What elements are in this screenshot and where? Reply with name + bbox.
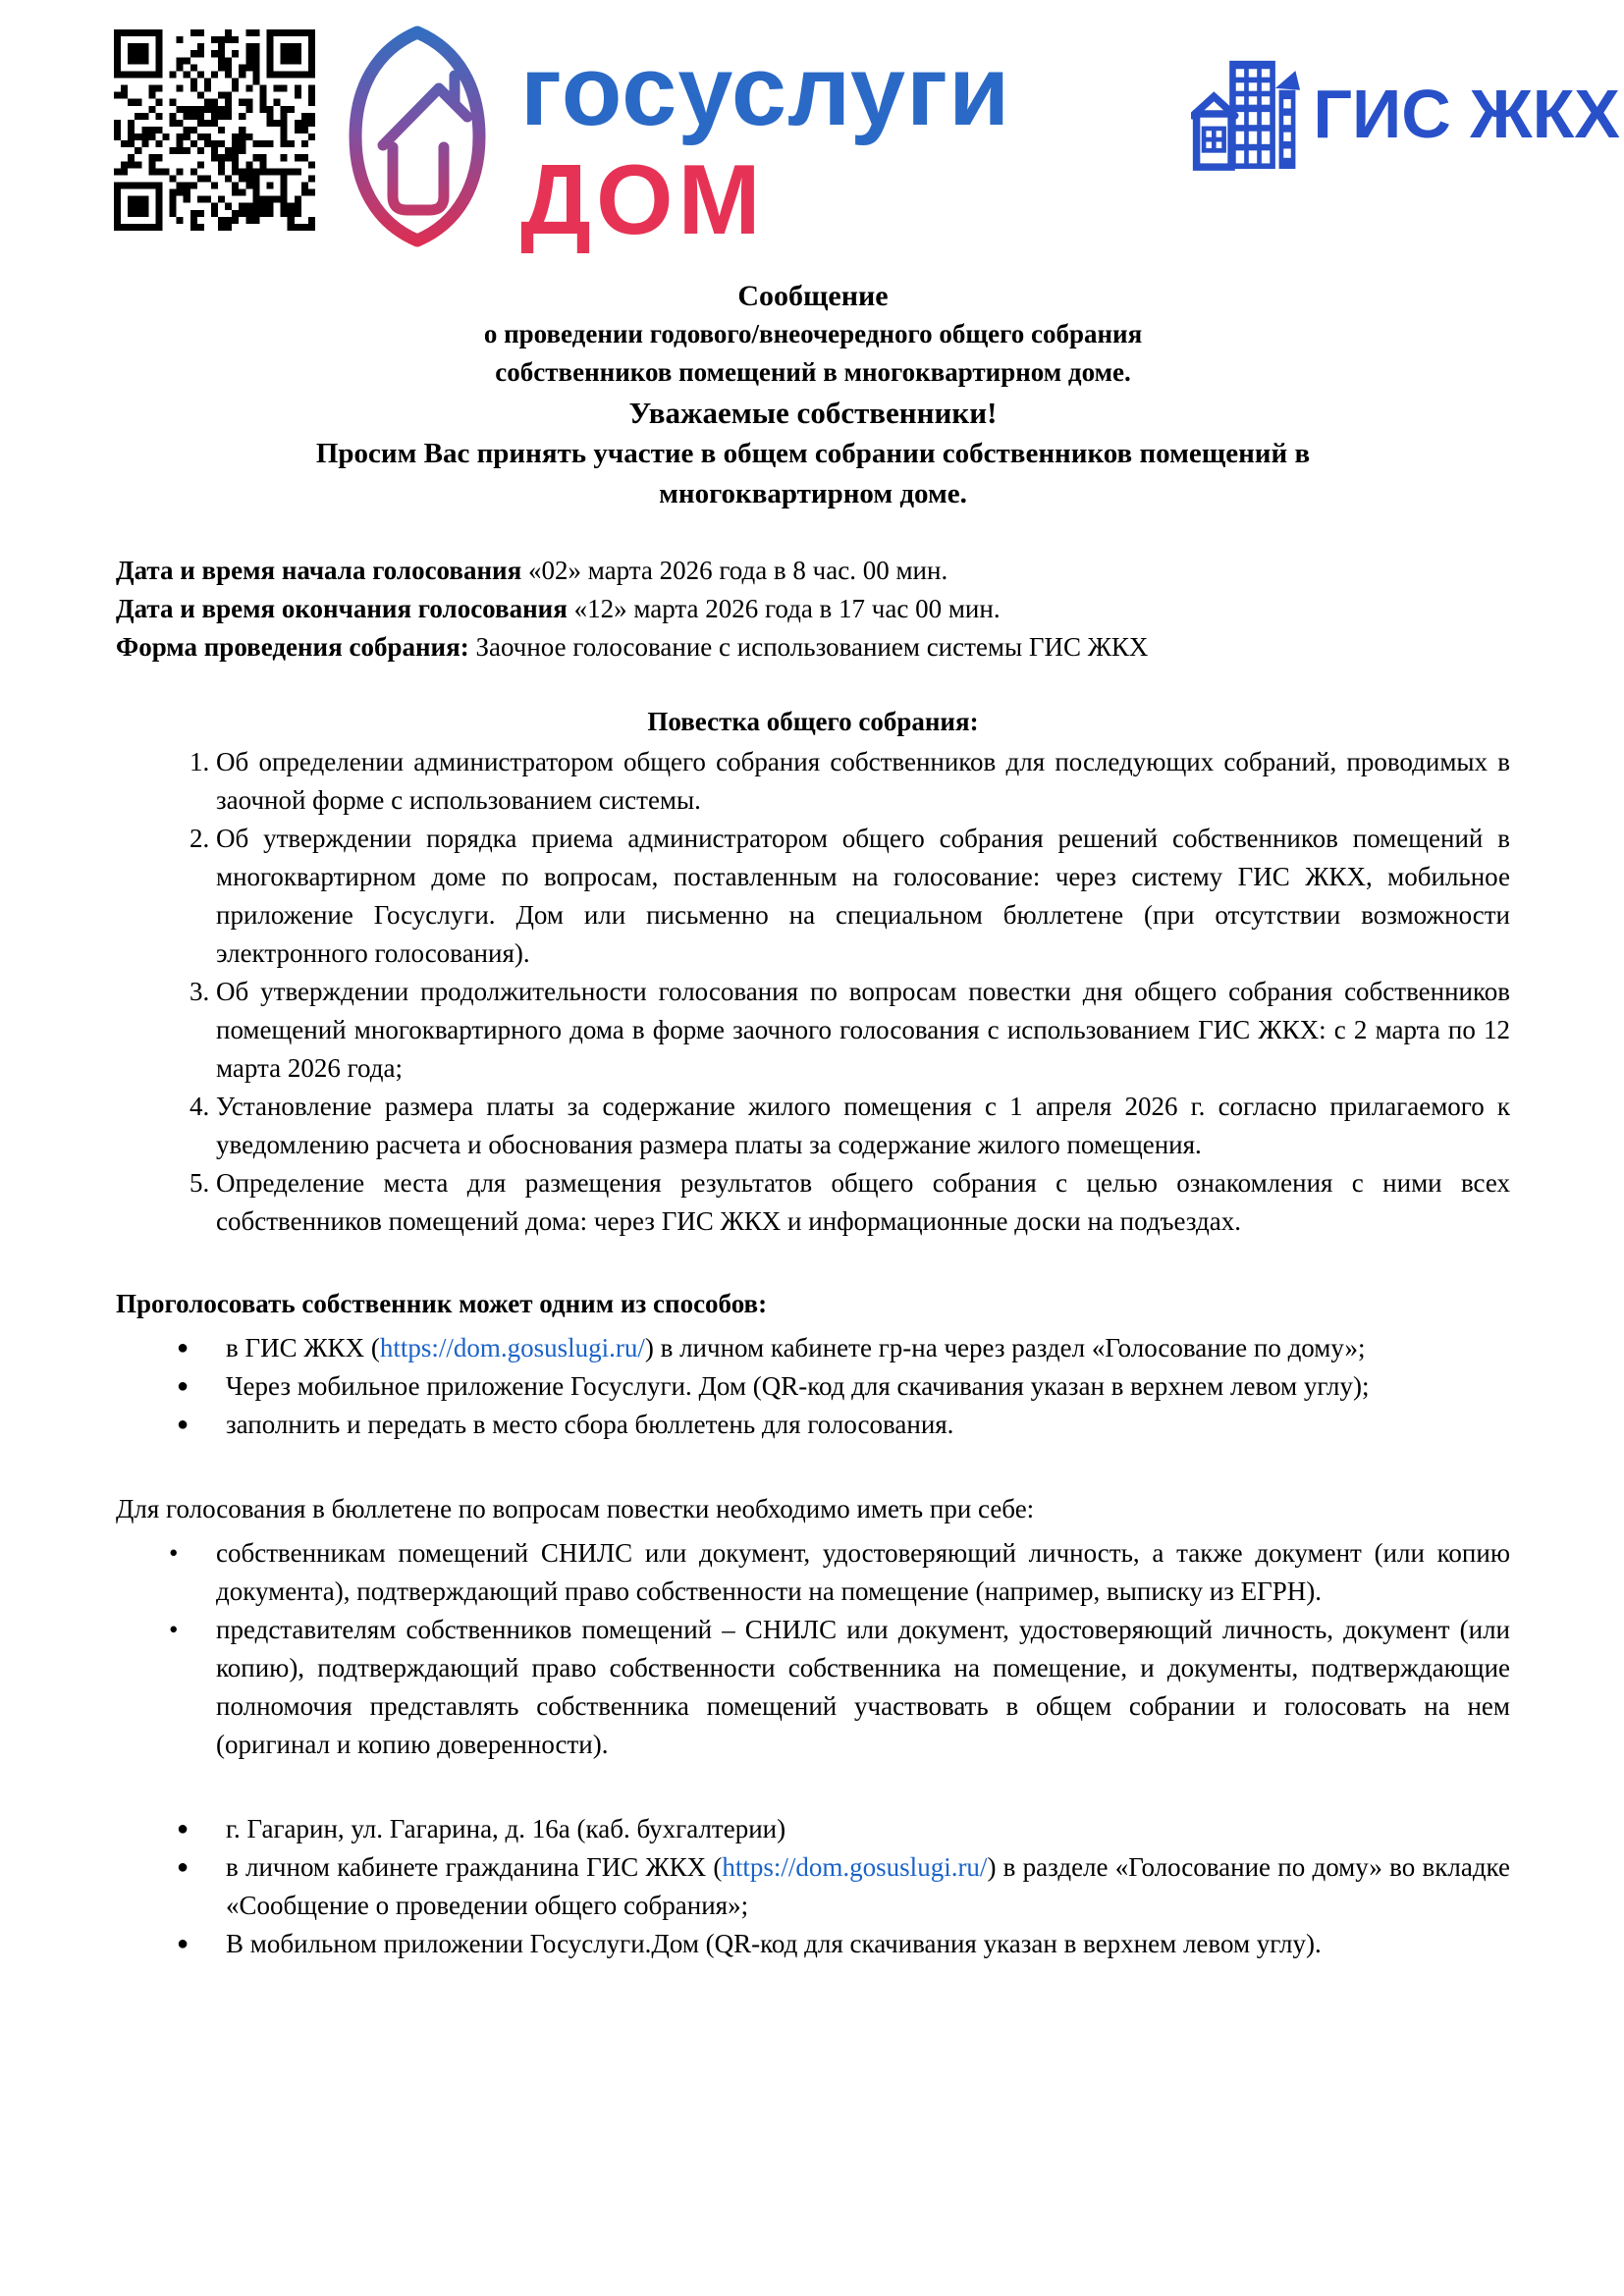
item-text: Через мобильное приложение Госуслуги. Дом (QR-код для скачивания указан в верхнем левом углу);: [226, 1371, 1370, 1401]
agenda-item: 4. Установление размера платы за содержание жилого помещения с 1 апреля 2026 г. согласно прилагаемого к уведомлению расчета и обоснования размера платы за содержание жилого помещения.: [216, 1088, 1510, 1164]
title-subline-1: о проведении годового/внеочередного общего собрания: [483, 319, 1143, 348]
locations-list: [116, 1810, 1510, 1963]
item-text: заполнить и передать в место сбора бюллетень для голосования.: [226, 1410, 954, 1439]
title-subline-2: собственников помещений в многоквартирном доме.: [495, 357, 1131, 387]
vote-end-line: [116, 590, 1510, 628]
requirement-item: • представителям собственников помещений – СНИЛС или документ, удостоверяющий личность, документ (или копию), подтверждающий право собственности собственника на помещение, и документы, подтверждающие полномочия представлять собственника помещений участвовать в общем собрании и голосовать на нем (оригинал и копию доверенности).: [116, 1611, 1510, 1764]
agenda-item: 5. Определение места для размещения результатов общего собрания с целью ознакомления с ними всех собственников помещений дома: через ГИС ЖКХ и информационные доски на подъездах.: [216, 1164, 1510, 1241]
agenda-heading: Повестка общего собрания:: [647, 707, 979, 736]
voting-meta: [116, 552, 1510, 667]
item-text: в личном кабинете гражданина ГИС ЖКХ (: [226, 1852, 723, 1882]
meeting-form-label: Форма проведения собрания:: [116, 632, 469, 662]
location-item: [116, 1810, 1510, 1848]
house-lens-icon: [344, 26, 491, 249]
location-item: [116, 1925, 1510, 1963]
vote-methods-list: [116, 1329, 1510, 1444]
item-text: в ГИС ЖКХ (: [226, 1333, 380, 1362]
vote-start-label: Дата и время начала голосования: [116, 556, 522, 585]
item-text: г. Гагарин, ул. Гагарина, д. 16а (каб. бухгалтерии): [226, 1814, 786, 1843]
gis-zhkh-text: ГИС ЖКХ: [1313, 75, 1620, 152]
gis-zhkh-logo: [1191, 57, 1620, 171]
meeting-form-line: [116, 628, 1510, 667]
title-block: [116, 277, 1510, 514]
item-text: ) в личном кабинете гр-на через раздел «Голосование по дому»;: [644, 1333, 1366, 1362]
location-item: [116, 1848, 1510, 1925]
item-text: В мобильном приложении Госуслуги.Дом (QR-код для скачивания указан в верхнем левом углу).: [226, 1929, 1322, 1958]
item-text: ) в разделе «Голосование по дому» во вкладке «Сообщение о проведении общего собрания»;: [226, 1852, 1510, 1920]
ballot-requirements-section: [116, 1490, 1510, 1764]
agenda-item: 1. Об определении администратором общего собрания собственников для последующих собраний, проводимых в заочной форме с использованием системы.: [216, 743, 1510, 820]
agenda-section: [116, 703, 1510, 1241]
dom-text: ДОМ: [520, 145, 766, 255]
agenda-item: 2. Об утверждении порядка приема администратором общего собрания решений собственников помещений в многоквартирном доме по вопросам, поставленным на голосование: через систему ГИС ЖКХ, мобильное приложение Госуслуги. Дом или письменно на специальном бюллетене (при отсутствии возможности электронного голосования).: [216, 820, 1510, 973]
requirement-item: • собственникам помещений СНИЛС или документ, удостоверяющий личность, а также документ (или копию документа), подтверждающий право собственности на помещение (например, выписку из ЕГРН).: [116, 1534, 1510, 1611]
agenda-item: 3. Об утверждении продолжительности голосования по вопросам повестки дня общего собрания собственников помещений многоквартирного дома в форме заочного голосования с использованием ГИС ЖКХ: с 2 марта по 12 марта 2026 года;: [216, 973, 1510, 1088]
ballot-requirements-list: [116, 1534, 1510, 1764]
vote-methods-section: [116, 1285, 1510, 1444]
salutation: Уважаемые собственники!: [628, 396, 998, 430]
qr-code-icon: [114, 29, 315, 231]
document-title: Сообщение: [737, 280, 889, 312]
gosuslugi-dom-logo: [344, 26, 1011, 255]
document-header: [116, 26, 1620, 267]
meeting-form-value: Заочное голосование с использованием системы ГИС ЖКХ: [475, 632, 1149, 662]
vote-end-label: Дата и время окончания голосования: [116, 594, 568, 623]
vote-start-value: «02» марта 2026 года в 8 час. 00 мин.: [527, 556, 948, 585]
locations-section: [116, 1810, 1510, 1963]
buildings-icon: [1191, 57, 1301, 171]
vote-end-value: «12» марта 2026 года в 17 час 00 мин.: [573, 594, 1001, 623]
vote-method-item: [116, 1367, 1510, 1406]
gis-zhkh-link[interactable]: https://dom.gosuslugi.ru/: [722, 1852, 988, 1882]
vote-methods-heading: Проголосовать собственник может одним из способов:: [116, 1289, 768, 1318]
ballot-requirements-heading: Для голосования в бюллетене по вопросам повестки необходимо иметь при себе:: [116, 1494, 1035, 1523]
gosuslugi-text: госуслуги: [520, 36, 1011, 146]
vote-method-item: [116, 1406, 1510, 1444]
qr-code: [114, 29, 315, 231]
gis-zhkh-link[interactable]: https://dom.gosuslugi.ru/: [379, 1333, 645, 1362]
vote-start-line: [116, 552, 1510, 590]
invitation-text: Просим Вас принять участие в общем собрании собственников помещений в многоквартирном доме.: [315, 438, 1311, 509]
agenda-list: [116, 743, 1510, 1241]
gosuslugi-dom-wordmark: [520, 26, 1011, 255]
vote-method-item: [116, 1329, 1510, 1367]
